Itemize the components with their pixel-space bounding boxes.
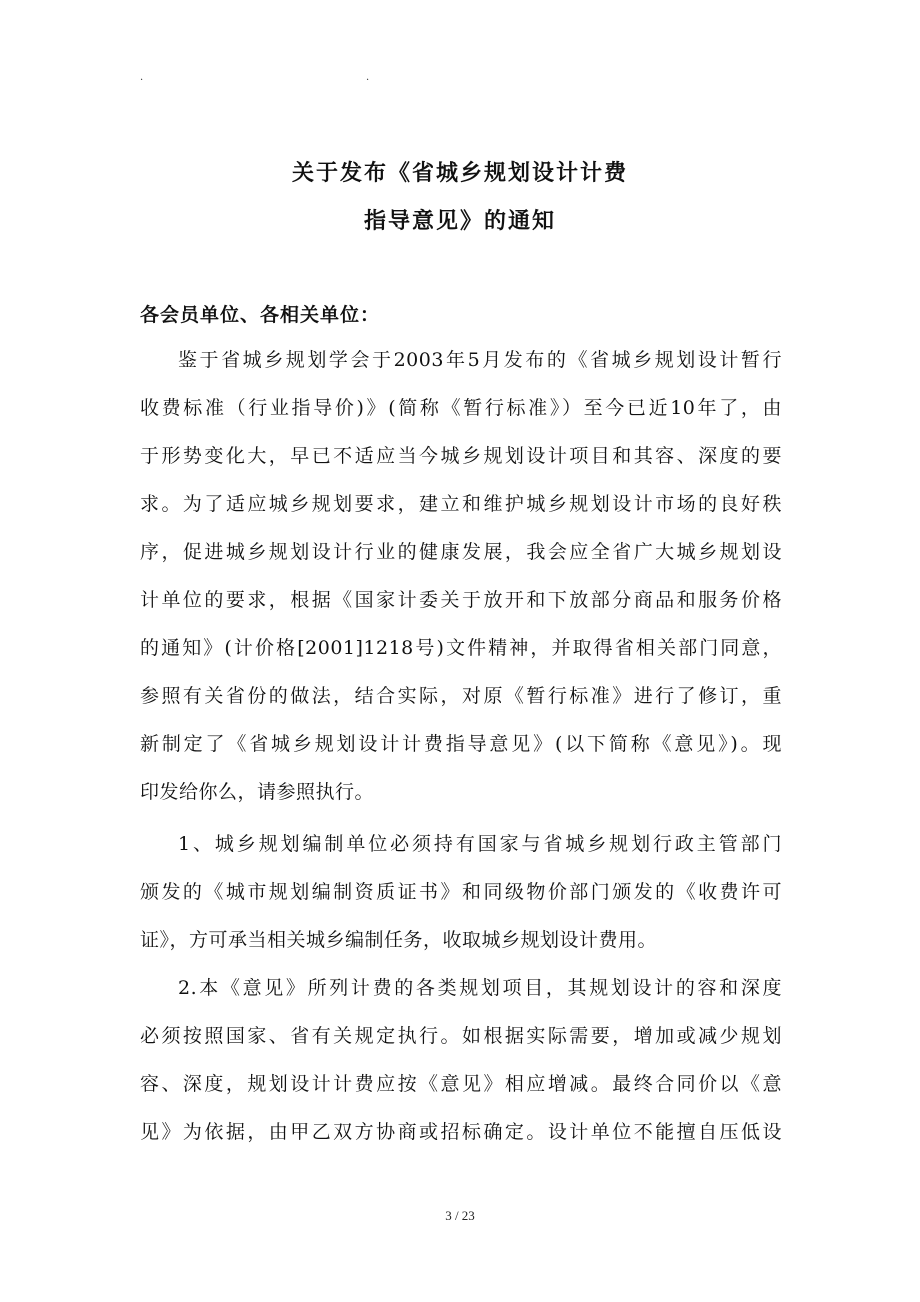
text-line: 颁发的《城市规划编制资质证书》和同级物价部门颁发的《收费许可 (140, 881, 782, 903)
text-line: 序，促进城乡规划设计行业的健康发展，我会应全省广大城乡规划设 (140, 541, 782, 563)
text-line: 证》，方可承当相关城乡编制任务，收取城乡规划设计费用。 (140, 929, 658, 951)
salutation: 各会员单位、各相关单位： (140, 304, 381, 326)
text-line: 新制定了《省城乡规划设计计费指导意见》(以下简称《意见》)。现 (140, 733, 782, 755)
text-line: 于形势变化大，早已不适应当今城乡规划设计项目和其容、深度的要 (140, 445, 782, 467)
text-line: 见》为依据，由甲乙双方协商或招标确定。设计单位不能擅自压低设 (140, 1121, 782, 1143)
text-line: 参照有关省份的做法，结合实际，对原《暂行标准》进行了修订，重 (140, 685, 782, 707)
paragraph-2 (140, 826, 782, 970)
text-line: 1、城乡规划编制单位必须持有国家与省城乡规划行政主管部门 (178, 833, 782, 855)
document-title-line-2: 指导意见》的通知 (363, 209, 556, 234)
text-line: 容、深度，规划设计计费应按《意见》相应增减。最终合同价以《意 (140, 1073, 782, 1095)
header-mark: . (366, 72, 370, 83)
text-line: 必须按照国家、省有关规定执行。如根据实际需要，增加或减少规划 (140, 1025, 782, 1047)
header-mark: . (140, 72, 144, 83)
paragraph-3 (140, 970, 782, 1162)
text-line: 鉴于省城乡规划学会于2003年5月发布的《省城乡规划设计暂行 (178, 349, 782, 371)
text-line: 计单位的要求，根据《国家计委关于放开和下放部分商品和服务价格 (140, 589, 782, 611)
text-line: 印发给你么，请参照执行。 (140, 781, 375, 803)
paragraph-1 (140, 342, 782, 822)
text-line: 求。为了适应城乡规划要求，建立和维护城乡规划设计市场的良好秩 (140, 493, 782, 515)
page-indicator: 3 / 23 (445, 1208, 475, 1223)
text-line: 收费标准（行业指导价)》(简称《暂行标准》）至今已近10年了，由 (140, 397, 782, 419)
document-title-line-1: 关于发布《省城乡规划设计计费 (291, 161, 628, 186)
text-line: 的通知》(计价格[2001]1218号)文件精神，并取得省相关部门同意， (140, 637, 782, 659)
text-line: 2.本《意见》所列计费的各类规划项目，其规划设计的容和深度 (178, 977, 782, 999)
